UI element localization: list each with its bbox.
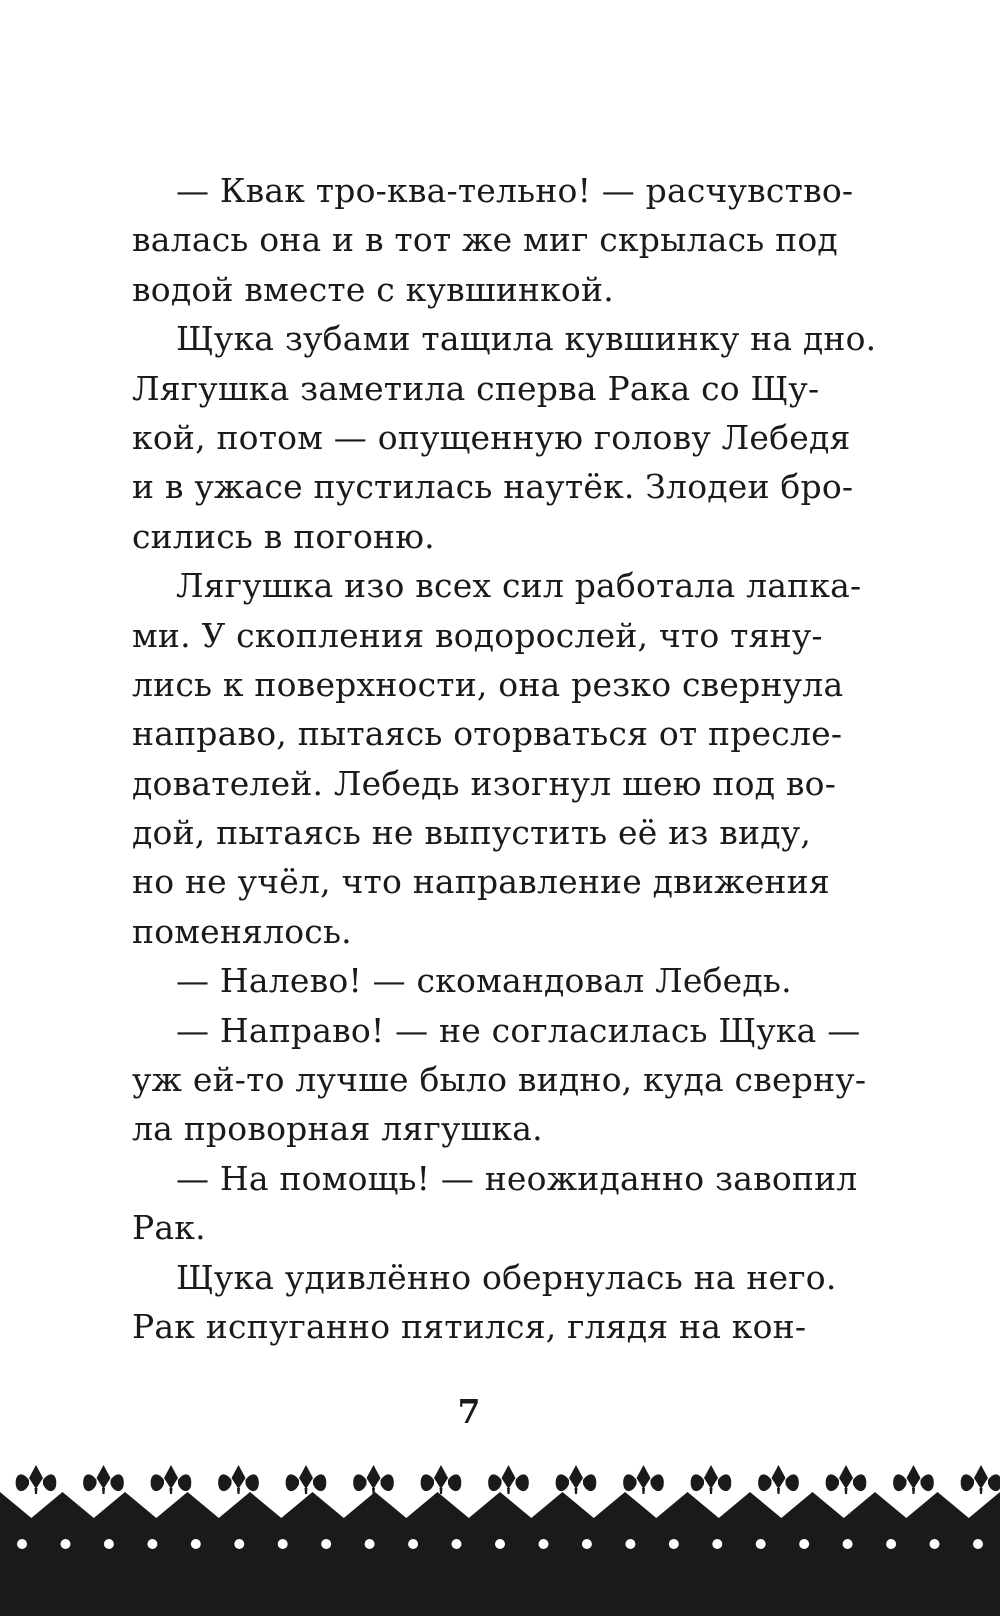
leaf-sprig-icon	[16, 1465, 57, 1494]
dot-icon	[452, 1539, 462, 1549]
dot-icon	[539, 1539, 549, 1549]
dot-icon	[104, 1539, 114, 1549]
leaf-sprig-icon	[556, 1465, 597, 1494]
leaf-sprig-icon	[488, 1465, 529, 1494]
text-line: Лягушка заметила сперва Рака со Щу-	[132, 368, 820, 408]
text-line: и в ужасе пустилась наутёк. Злодеи бро-	[132, 467, 854, 507]
dot-icon	[799, 1539, 809, 1549]
body-text	[132, 166, 877, 1351]
text-line: — Направо! — не согласилась Щука —	[176, 1010, 861, 1050]
dot-icon	[582, 1539, 592, 1549]
text-line: Лягушка изо всех сил работала лапка-	[176, 566, 862, 606]
text-line: Щука удивлённо обернулась на него.	[176, 1257, 837, 1297]
leaf-sprig-icon	[83, 1465, 124, 1494]
text-line: направо, пытаясь оторваться от пресле-	[132, 714, 843, 754]
leaf-sprig-icon	[758, 1465, 799, 1494]
leaf-sprig-icon	[826, 1465, 867, 1494]
leaf-sprig-icon	[421, 1465, 462, 1494]
text-line: но не учёл, что направление движения	[132, 862, 830, 902]
text-line: сились в погоню.	[132, 516, 435, 556]
text-line: дой, пытаясь не выпустить её из виду,	[132, 813, 812, 853]
text-line: дователей. Лебедь изогнул шею под во-	[132, 763, 837, 803]
dot-icon	[191, 1539, 201, 1549]
dot-icon	[495, 1539, 505, 1549]
dot-icon	[278, 1539, 288, 1549]
dot-icon	[625, 1539, 635, 1549]
page-number: 7	[457, 1392, 481, 1431]
decorative-border	[0, 1440, 1000, 1616]
text-line: ми. У скопления водорослей, что тяну-	[132, 615, 823, 655]
leaf-sprig-icon	[691, 1465, 732, 1494]
dot-icon	[843, 1539, 853, 1549]
dot-icon	[930, 1539, 940, 1549]
dot-icon	[886, 1539, 896, 1549]
dot-icon	[147, 1539, 157, 1549]
text-line: поменялось.	[132, 911, 352, 951]
dot-icon	[756, 1539, 766, 1549]
leaf-sprig-icon	[218, 1465, 259, 1494]
leaf-sprig-icon	[893, 1465, 934, 1494]
text-line: Щука зубами тащила кувшинку на дно.	[176, 319, 877, 359]
dot-icon	[669, 1539, 679, 1549]
text-line: водой вместе с кувшинкой.	[132, 269, 614, 309]
text-line: Рак.	[132, 1208, 206, 1248]
dot-icon	[973, 1539, 983, 1549]
dot-icon	[408, 1539, 418, 1549]
dot-icon	[61, 1539, 71, 1549]
dot-icon	[712, 1539, 722, 1549]
dot-icon	[234, 1539, 244, 1549]
leaf-sprig-icon	[151, 1465, 192, 1494]
zigzag-band	[0, 1492, 1000, 1616]
text-line: уж ей-то лучше было видно, куда сверну-	[132, 1060, 867, 1100]
text-line: ла проворная лягушка.	[132, 1109, 543, 1149]
leaf-sprig-icon	[286, 1465, 327, 1494]
leaf-sprig-icon	[353, 1465, 394, 1494]
text-line: кой, потом — опущенную голову Лебедя	[132, 417, 851, 457]
dot-icon	[365, 1539, 375, 1549]
text-line: — На помощь! — неожиданно завопил	[176, 1158, 858, 1198]
leaf-sprig-icon	[961, 1465, 1000, 1494]
text-line: лись к поверхности, она резко свернула	[132, 664, 844, 704]
text-line: — Налево! — скомандовал Лебедь.	[176, 961, 792, 1001]
text-line: Рак испуганно пятился, глядя на кон-	[132, 1306, 807, 1346]
text-line: валась она и в тот же миг скрылась под	[132, 220, 838, 260]
dot-icon	[321, 1539, 331, 1549]
leaf-sprig-icon	[623, 1465, 664, 1494]
dot-icon	[17, 1539, 27, 1549]
text-line: — Квак тро-ква-тельно! — расчувство-	[176, 171, 854, 210]
